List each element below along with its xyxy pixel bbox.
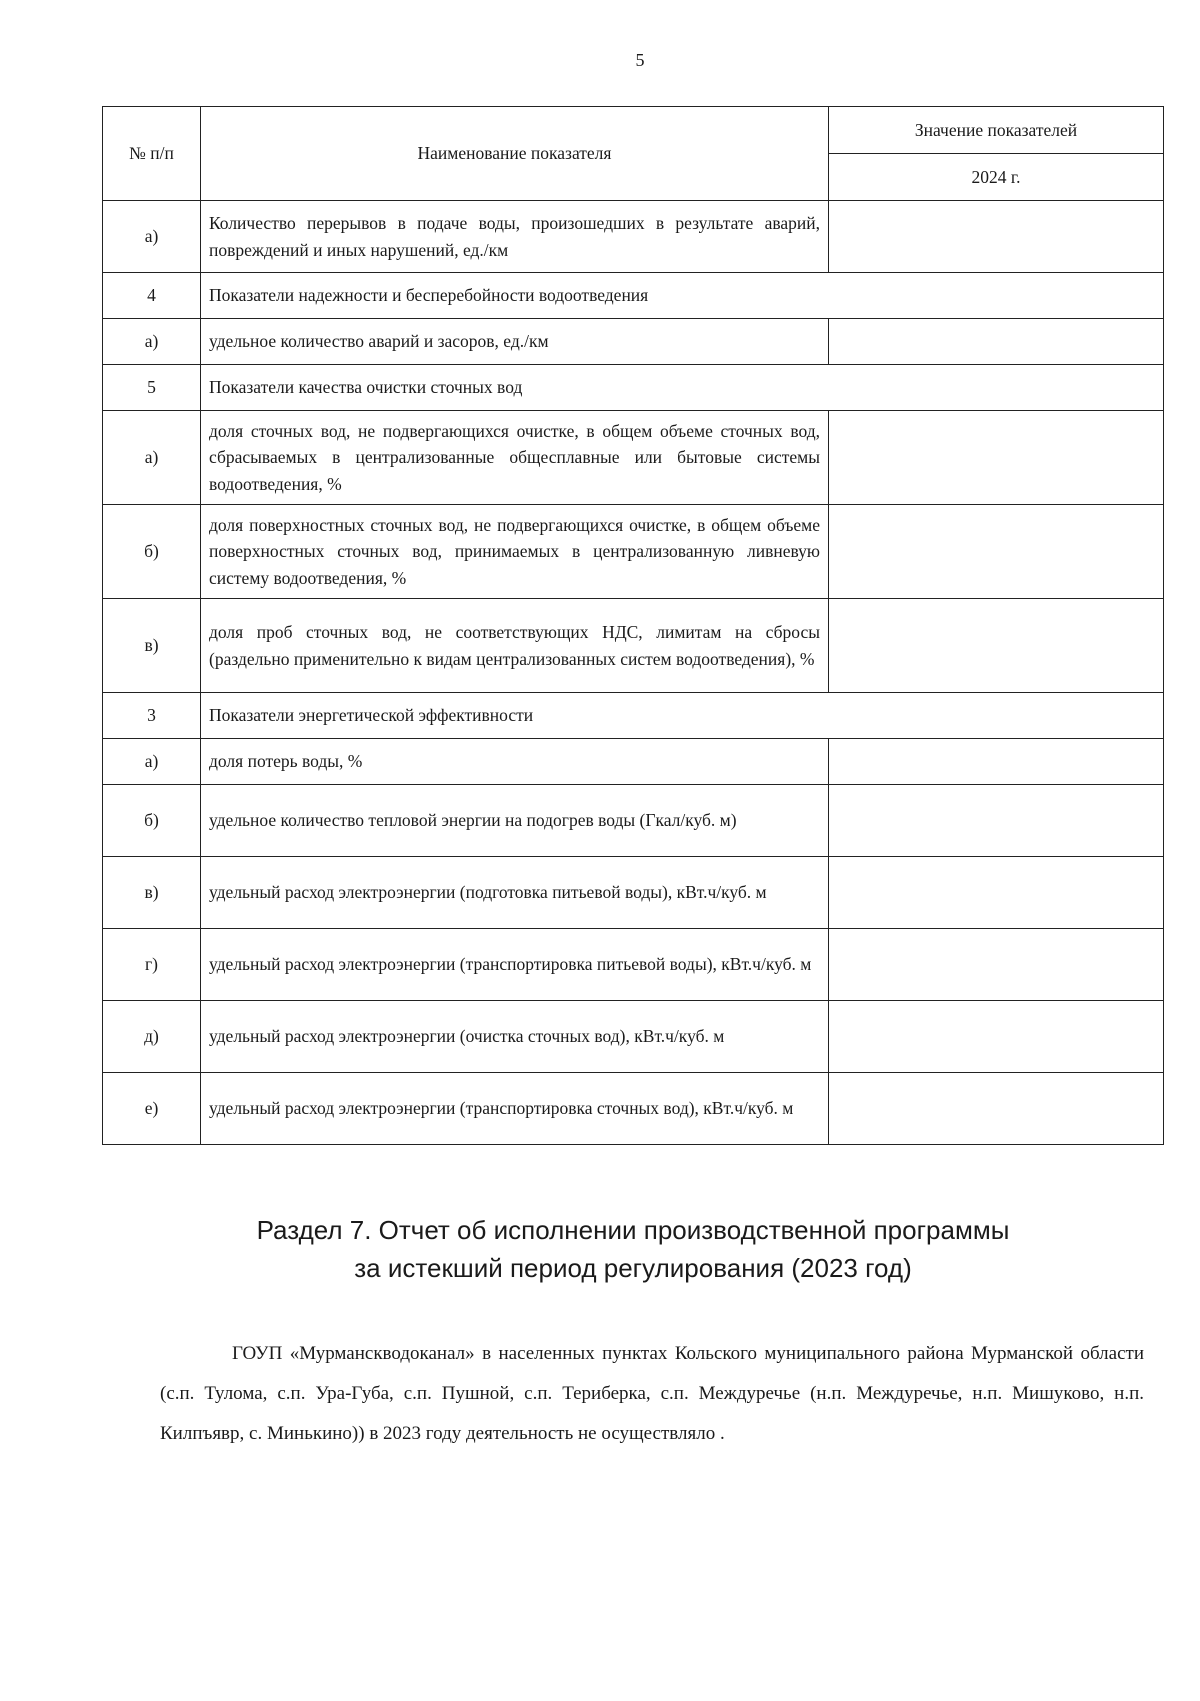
- row-num: б): [103, 505, 201, 599]
- row-num: а): [103, 319, 201, 365]
- table-row: [103, 201, 1164, 273]
- table-row: [103, 739, 1164, 785]
- indicators-table: [102, 106, 1164, 1145]
- row-num: г): [103, 929, 201, 1001]
- header-year: 2024 г.: [829, 154, 1164, 201]
- row-name: удельный расход электроэнергии (подготовка питьевой воды), кВт.ч/куб. м: [201, 857, 829, 929]
- row-value: [829, 505, 1164, 599]
- section-name: Показатели качества очистки сточных вод: [201, 365, 1164, 411]
- row-num: в): [103, 599, 201, 693]
- section-name: Показатели энергетической эффективности: [201, 693, 1164, 739]
- row-num: а): [103, 739, 201, 785]
- table-header-row: [103, 107, 1164, 154]
- section-num: 5: [103, 365, 201, 411]
- row-num: а): [103, 201, 201, 273]
- table-row: [103, 411, 1164, 505]
- section-row: [103, 273, 1164, 319]
- row-value: [829, 1001, 1164, 1073]
- row-name: доля проб сточных вод, не соответствующих НДС, лимитам на сбросы (раздельно применительно к видам централизованных систем водоотведения), %: [201, 599, 829, 693]
- section-num: 4: [103, 273, 201, 319]
- section-7-title-line2: за истекший период регулирования (2023 год): [354, 1252, 912, 1283]
- table-row: [103, 505, 1164, 599]
- section-row: [103, 693, 1164, 739]
- table-row: [103, 857, 1164, 929]
- table-row: [103, 599, 1164, 693]
- section-name: Показатели надежности и бесперебойности водоотведения: [201, 273, 1164, 319]
- row-name: Количество перерывов в подаче воды, произошедших в результате аварий, повреждений и иных нарушений, ед./км: [201, 201, 829, 273]
- row-name: удельный расход электроэнергии (транспортировка питьевой воды), кВт.ч/куб. м: [201, 929, 829, 1001]
- row-name: удельный расход электроэнергии (транспортировка сточных вод), кВт.ч/куб. м: [201, 1073, 829, 1145]
- row-value: [829, 599, 1164, 693]
- section-7-heading: [102, 1212, 1164, 1287]
- row-value: [829, 1073, 1164, 1145]
- table-row: [103, 929, 1164, 1001]
- section-row: [103, 365, 1164, 411]
- header-values-group: Значение показателей: [829, 107, 1164, 154]
- table-row: [103, 1001, 1164, 1073]
- row-name: доля поверхностных сточных вод, не подвергающихся очистке, в общем объеме поверхностных сточных вод, принимаемых в централизованную ливневую систему водоотведения, %: [201, 505, 829, 599]
- row-name: удельное количество аварий и засоров, ед./км: [201, 319, 829, 365]
- row-value: [829, 785, 1164, 857]
- row-num: д): [103, 1001, 201, 1073]
- row-value: [829, 929, 1164, 1001]
- table-body: [103, 201, 1164, 1145]
- header-num: № п/п: [103, 107, 201, 201]
- row-num: е): [103, 1073, 201, 1145]
- row-value: [829, 319, 1164, 365]
- section-7-title-line1: Раздел 7. Отчет об исполнении производственной программы: [256, 1215, 1010, 1245]
- table-row: [103, 785, 1164, 857]
- row-num: в): [103, 857, 201, 929]
- row-name: удельное количество тепловой энергии на подогрев воды (Гкал/куб. м): [201, 785, 829, 857]
- table-row: [103, 1073, 1164, 1145]
- table-row: [103, 319, 1164, 365]
- row-num: б): [103, 785, 201, 857]
- row-name: доля потерь воды, %: [201, 739, 829, 785]
- row-name: удельный расход электроэнергии (очистка сточных вод), кВт.ч/куб. м: [201, 1001, 829, 1073]
- table-header: [103, 107, 1164, 201]
- page-number: 5: [635, 50, 645, 70]
- row-value: [829, 739, 1164, 785]
- section-7-paragraph: ГОУП «Мурманскводоканал» в населенных пунктах Кольского муниципального района Мурманской области (с.п. Тулома, с.п. Ура-Губа, с.п. Пушной, с.п. Териберка, с.п. Междуречье (н.п. Междуречье, н.п. Мишуково, н.п. Килпъявр, с. Минькино)) в 2023 году деятельность не осуществляло .: [160, 1343, 1144, 1444]
- row-num: а): [103, 411, 201, 505]
- section-num: 3: [103, 693, 201, 739]
- row-value: [829, 201, 1164, 273]
- row-value: [829, 411, 1164, 505]
- header-name: Наименование показателя: [201, 107, 829, 201]
- row-value: [829, 857, 1164, 929]
- row-name: доля сточных вод, не подвергающихся очистке, в общем объеме сточных вод, сбрасываемых в централизованные общесплавные или бытовые системы водоотведения, %: [201, 411, 829, 505]
